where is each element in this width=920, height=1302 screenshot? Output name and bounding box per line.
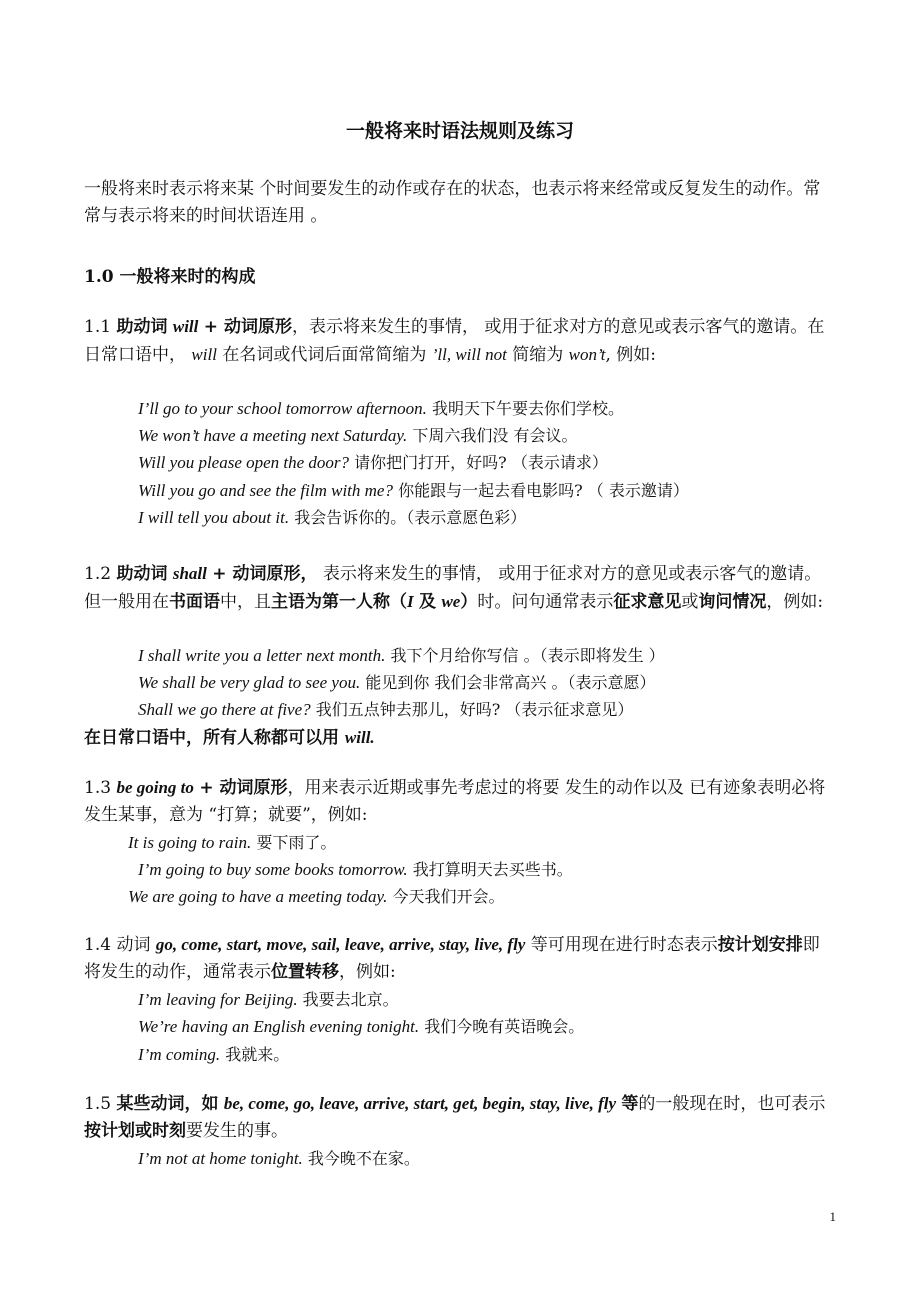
section-1-2-paragraph: 1.2 助动词 shall + 动词原形， 表示将来发生的事情， 或用于征求对方的意见或表示客气的邀请。但一般用在书面语中，且主语为第一人称（I 及 we）时。问句通常表示征求意见或询问情况，例如: — [84, 564, 824, 612]
lead-text: 助动词 — [116, 317, 168, 337]
example-sentence: I’m leaving for Beijing. 我要去北京。 — [138, 990, 399, 1009]
section-number: 1.3 — [84, 778, 112, 798]
intro-paragraph: 一般将来时表示将来某 个时间要发生的动作或存在的状态，也表示将来经常或反复发生的动作。常常与表示将来的时间状语连用 。 — [84, 179, 821, 226]
example-sentence: Will you go and see the film with me? 你能跟与一起去看电影吗? （ 表示邀请） — [138, 481, 689, 500]
example-sentence: I shall write you a letter next month. 我下个月给你写信 。（表示即将发生 ） — [138, 646, 665, 665]
keyword: go, come, start, move, sail, leave, arrive, stay, live, fly — [155, 935, 526, 954]
section-number: 1.2 — [84, 564, 112, 584]
body-text: 简缩为 — [512, 345, 564, 365]
section-number: 1.5 — [84, 1094, 112, 1114]
body-text: ，用来表示近期或事先考虑过的将要 发生的动作以及 已有迹象表明必将发生某事，意为 “打算；就要”，例如: — [84, 778, 826, 825]
section-1-1-paragraph — [84, 313, 836, 369]
example-sentence: We are going to have a meeting today. 今天我们开会。 — [128, 887, 505, 906]
body-text: 在名词或代词后面常简缩为 — [222, 345, 427, 365]
section-1-0-heading: 1.0 一般将来时的构成 — [84, 267, 256, 287]
formula: + 动词原形， — [212, 564, 318, 584]
page-number: 1 — [829, 1209, 836, 1224]
example-sentence: We’re having an English evening tonight. 我们今晚有英语晚会。 — [138, 1017, 585, 1036]
example-sentence: It is going to rain. 要下雨了。 — [128, 833, 337, 852]
keyword: shall — [172, 564, 207, 583]
section-1-4-paragraph: 1.4 动词 go, come, start, move, sail, leave, arrive, stay, live, fly 等可用现在进行时态表示按计划安排即将发生的动作，通常表示位置转移，例如: — [84, 935, 820, 982]
page-title: 一般将来时语法规则及练习 — [345, 120, 574, 142]
formula: + 动词原形 — [203, 317, 292, 337]
keyword: will — [191, 345, 217, 364]
lead-text: 助动词 — [116, 564, 168, 584]
lead-text: 动词 — [116, 935, 151, 955]
keyword: be, come, go, leave, arrive, start, get, begin, stay, live, fly — [223, 1094, 617, 1113]
section-number: 1.4 — [84, 935, 112, 955]
body-text: , 例如: — [605, 345, 657, 365]
example-sentence: Will you please open the door? 请你把门打开，好吗? （表示请求） — [138, 453, 608, 472]
example-sentence: I’m coming. 我就来。 — [138, 1045, 290, 1064]
formula: + 动词原形 — [199, 778, 288, 798]
example-sentence: We shall be very glad to see you. 能见到你 我们会非常高兴 。（表示意愿） — [138, 673, 656, 692]
example-sentence: Shall we go there at five? 我们五点钟去那儿，好吗? （表示征求意见） — [138, 700, 634, 719]
body-text: ，表示将来发生的事情， 或用于征求对方的意见或表示客气的邀请。在日常口语中， — [84, 317, 825, 365]
keyword: won’t — [568, 345, 606, 364]
example-sentence: I’ll go to your school tomorrow afternoon. 我明天下午要去你们学校。 — [138, 399, 624, 418]
keyword: ’ll, will not — [431, 345, 507, 364]
keyword: will — [172, 317, 199, 336]
example-sentence: We won’t have a meeting next Saturday. 下周六我们没 有会议。 — [138, 426, 578, 445]
section-1-3-paragraph — [84, 774, 836, 829]
example-sentence: I will tell you about it. 我会告诉你的。（表示意愿色彩） — [138, 508, 527, 527]
keyword: be going to — [116, 778, 194, 797]
example-sentence: I’m going to buy some books tomorrow. 我打算明天去买些书。 — [138, 860, 573, 879]
section-1-2-note: 在日常口语中，所有人称都可以用 will. — [84, 728, 375, 748]
section-1-5-paragraph: 1.5 某些动词，如 be, come, go, leave, arrive, start, get, begin, stay, live, fly 等的一般现在时，也可表示按计划或时刻要发生的事。 — [84, 1094, 826, 1141]
example-sentence: I’m not at home tonight. 我今晚不在家。 — [138, 1149, 420, 1168]
section-number: 1.1 — [84, 317, 112, 337]
body-text: 表示将来发生的事情， 或用于征求对方的意见或表示客气的邀请。但一般用在 — [84, 564, 822, 612]
